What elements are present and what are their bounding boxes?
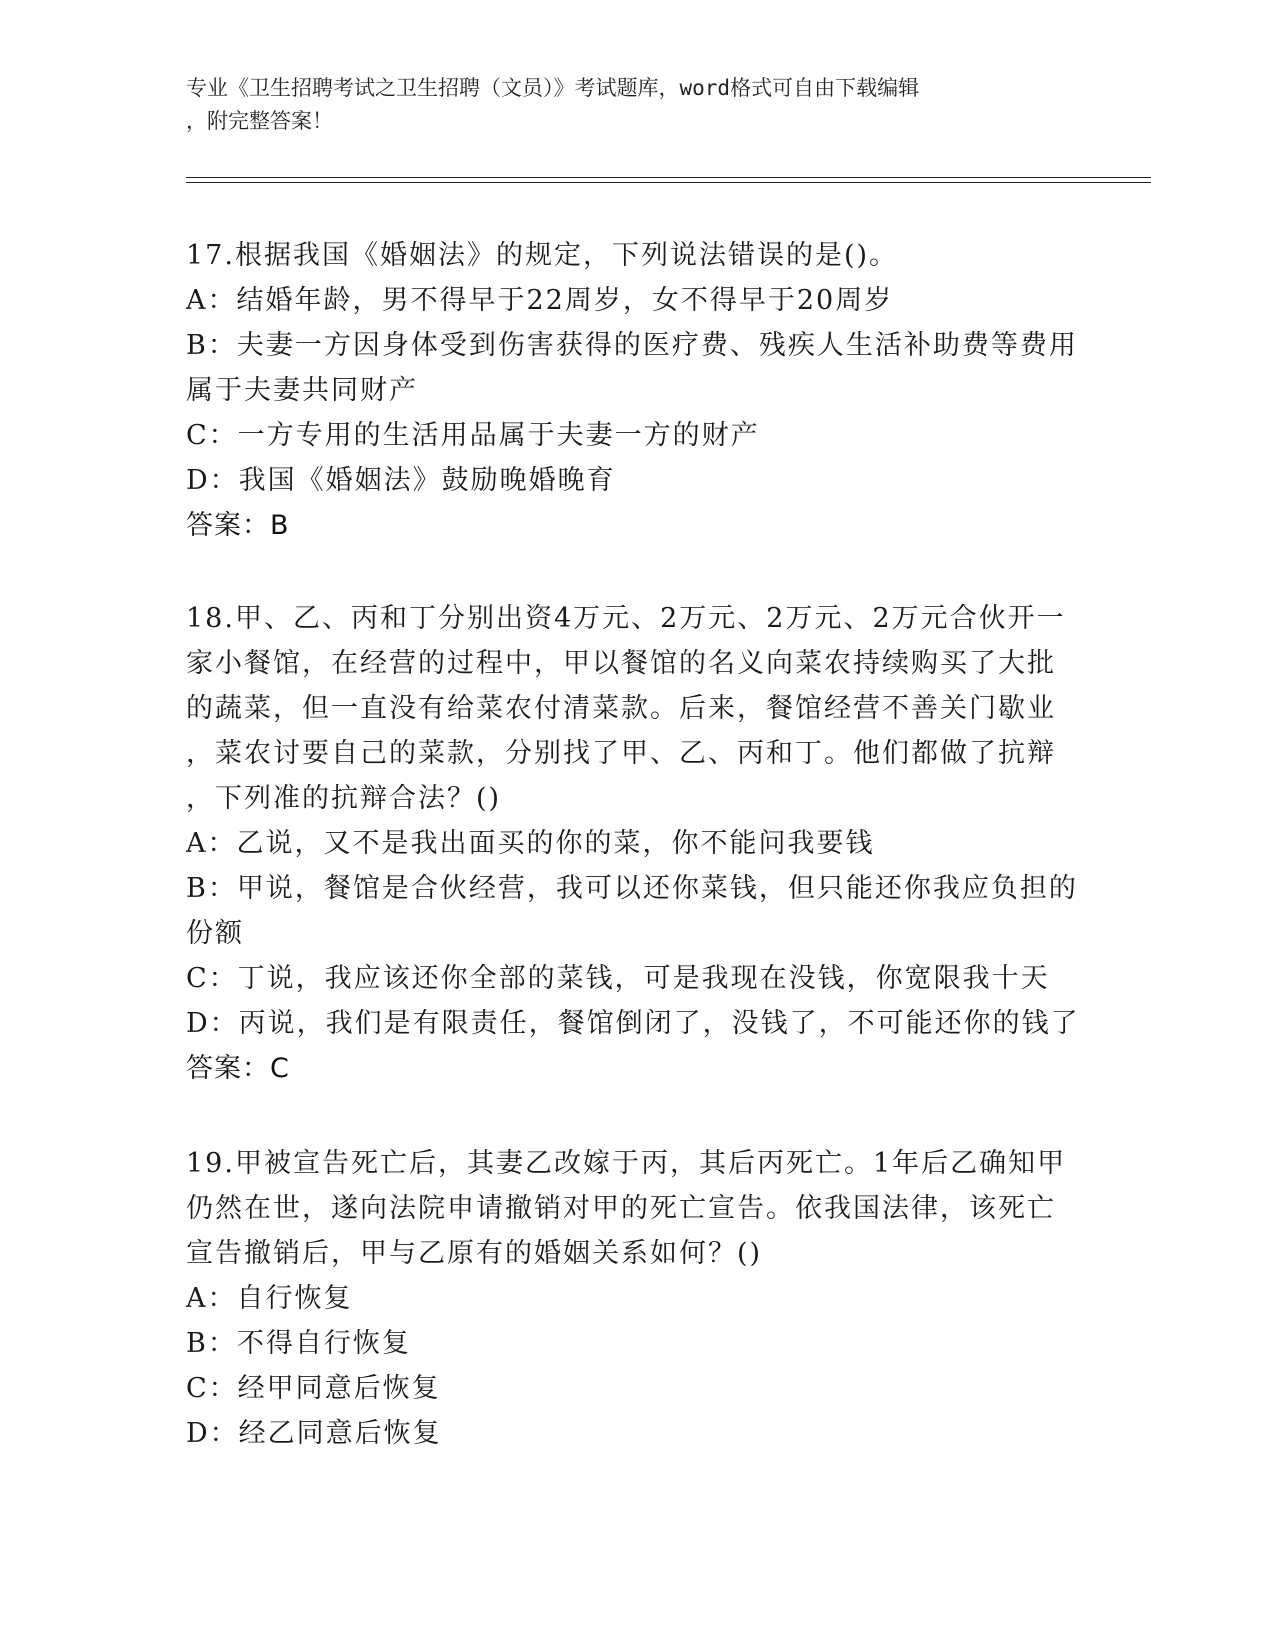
answer-label: 答案：B — [186, 510, 290, 541]
question-stem-continued: 的蔬菜，但一直没有给菜农付清菜款。后来，餐馆经营不善关门歇业 — [186, 693, 1056, 724]
question-19 — [186, 1141, 1086, 1456]
question-stem: 17.根据我国《婚姻法》的规定，下列说法错误的是()。 — [186, 240, 899, 271]
question-stem-continued: 家小餐馆，在经营的过程中，甲以餐馆的名义向菜农持续购买了大批 — [186, 648, 1056, 679]
question-18 — [186, 596, 1086, 1091]
option-c: C：经甲同意后恢复 — [186, 1373, 441, 1404]
option-b: B：不得自行恢复 — [186, 1328, 411, 1359]
question-stem-continued: 仍然在世，遂向法院申请撤销对甲的死亡宣告。依我国法律，该死亡 — [186, 1193, 1056, 1224]
option-a: A：自行恢复 — [186, 1283, 353, 1314]
question-stem: 18.甲、乙、丙和丁分别出资4万元、2万元、2万元、2万元合伙开一 — [186, 603, 1066, 634]
option-d: D：丙说，我们是有限责任，餐馆倒闭了，没钱了，不可能还你的钱了 — [186, 1008, 1080, 1039]
option-d: D：我国《婚姻法》鼓励晚婚晚育 — [186, 465, 616, 496]
answer-label: 答案：C — [186, 1053, 290, 1084]
option-b-continued: 份额 — [186, 918, 244, 949]
option-d: D：经乙同意后恢复 — [186, 1418, 442, 1449]
option-b: B：甲说，餐馆是合伙经营，我可以还你菜钱，但只能还你我应负担的 — [186, 873, 1078, 904]
question-stem-continued: ，菜农讨要自己的菜款，分别找了甲、乙、丙和丁。他们都做了抗辩 — [186, 738, 1056, 769]
question-17 — [186, 233, 1086, 548]
header-line: 专业《卫生招聘考试之卫生招聘（文员）》考试题库，word格式可自由下载编辑 — [186, 76, 920, 100]
option-c: C：丁说，我应该还你全部的菜钱，可是我现在没钱，你宽限我十天 — [186, 963, 1050, 994]
document-header — [186, 72, 1066, 138]
question-stem-continued: ，下列准的抗辩合法？() — [186, 783, 502, 814]
header-divider — [186, 177, 1151, 178]
option-c: C：一方专用的生活用品属于夫妻一方的财产 — [186, 420, 760, 451]
question-stem-continued: 宣告撤销后，甲与乙原有的婚姻关系如何？() — [186, 1238, 763, 1269]
header-divider — [186, 182, 1151, 183]
option-b-continued: 属于夫妻共同财产 — [186, 375, 418, 406]
question-stem: 19.甲被宣告死亡后，其妻乙改嫁于丙，其后丙死亡。1年后乙确知甲 — [186, 1148, 1067, 1179]
option-a: A：结婚年龄，男不得早于22周岁，女不得早于20周岁 — [186, 285, 894, 316]
option-b: B：夫妻一方因身体受到伤害获得的医疗费、残疾人生活补助费等费用 — [186, 330, 1078, 361]
header-line: ，附完整答案！ — [186, 109, 333, 133]
option-a: A：乙说，又不是我出面买的你的菜，你不能问我要钱 — [186, 828, 875, 859]
